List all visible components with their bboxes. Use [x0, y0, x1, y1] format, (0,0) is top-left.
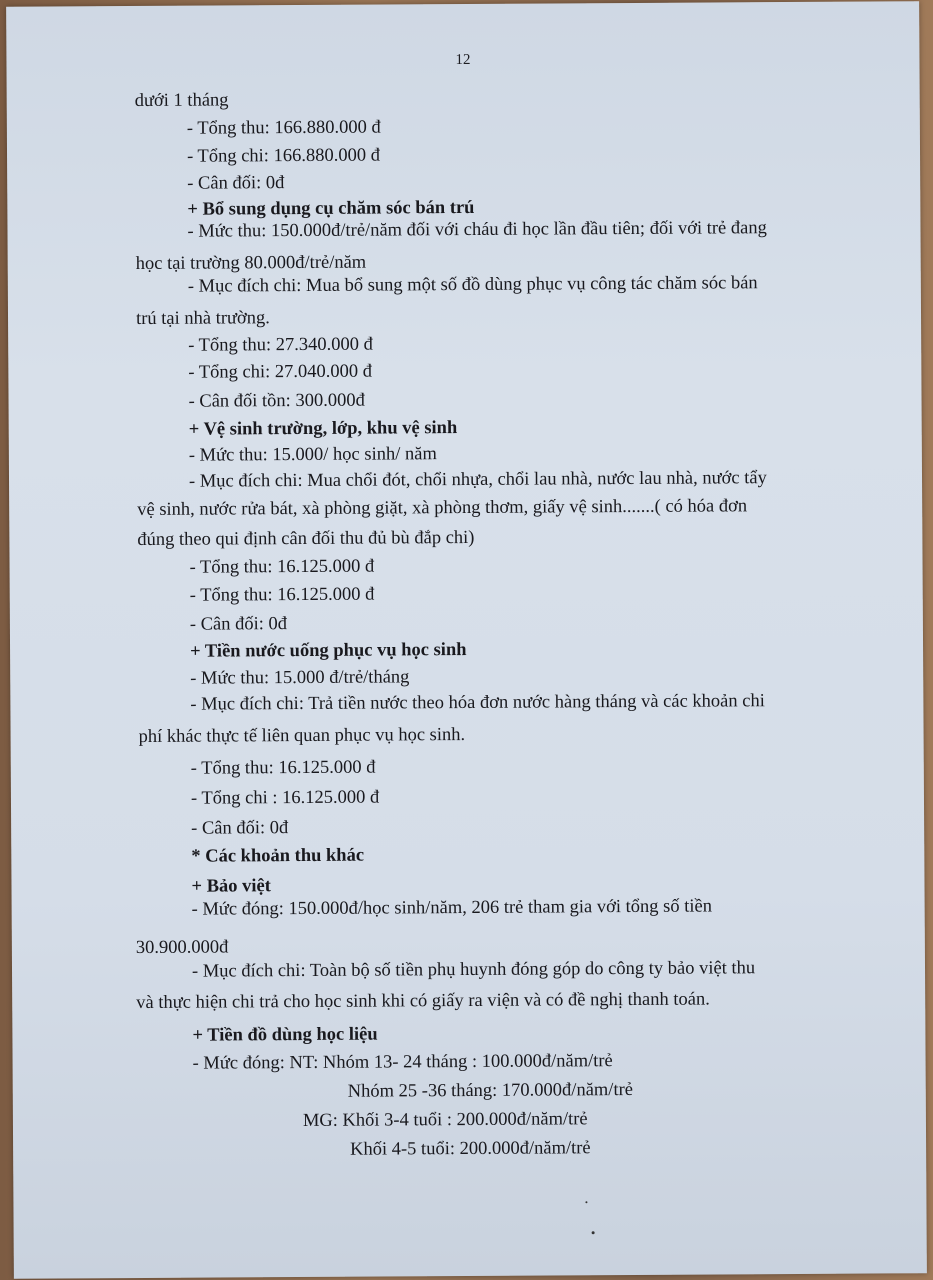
- text-line: trú tại nhà trường.: [135, 308, 270, 330]
- text-line: và thực hiện chi trả cho học sinh khi có giấy ra viện và có đề nghị thanh toán.: [136, 989, 710, 1014]
- text-line: - Mức đóng: NT: Nhóm 13- 24 tháng : 100.000đ/năm/trẻ: [192, 1051, 613, 1074]
- text-line: - Mục đích chi: Trả tiền nước theo hóa đơn nước hàng tháng và các khoản chi: [190, 691, 765, 715]
- text-line: - Tổng thu: 16.125.000 đ: [189, 556, 375, 578]
- paper-speck: [592, 1231, 595, 1234]
- text-line: - Tổng thu: 166.880.000 đ: [186, 117, 381, 139]
- text-line: - Tổng chi: 166.880.000 đ: [186, 145, 380, 167]
- text-line: học tại trường 80.000đ/trẻ/năm: [135, 252, 367, 275]
- text-line: - Mức thu: 15.000/ học sinh/ năm: [188, 444, 437, 466]
- text-line: - Tổng thu: 27.340.000 đ: [188, 334, 373, 356]
- text-line: - Cân đối: 0đ: [189, 614, 288, 635]
- text-line: - Tổng thu: 16.125.000 đ: [190, 757, 376, 779]
- text-line: - Mức thu: 15.000 đ/trẻ/tháng: [190, 667, 410, 689]
- text-line: - Mức thu: 150.000đ/trẻ/năm đối với cháu đi học lần đầu tiên; đối với trẻ đang: [187, 218, 767, 242]
- text-line: 30.900.000đ: [135, 937, 229, 959]
- text-line: - Mục đích chi: Mua chổi đót, chổi nhựa, chổi lau nhà, nước lau nhà, nước tẩy: [188, 468, 767, 492]
- section-heading: + Vệ sinh trường, lớp, khu vệ sinh: [188, 418, 458, 440]
- text-line: phí khác thực tế liên quan phục vụ học sinh.: [138, 725, 466, 748]
- text-line: - Cân đối: 0đ: [187, 173, 285, 194]
- section-heading: + Bảo việt: [191, 876, 271, 897]
- text-line: - Tổng chi : 16.125.000 đ: [190, 787, 380, 809]
- text-line: Khối 4-5 tuổi: 200.000đ/năm/trẻ: [350, 1138, 591, 1160]
- section-heading: + Bổ sung dụng cụ chăm sóc bán trú: [187, 197, 475, 220]
- section-heading: + Tiền đồ dùng học liệu: [192, 1024, 378, 1046]
- document-page: [6, 1, 927, 1279]
- text-line: - Tổng thu: 16.125.000 đ: [189, 584, 375, 606]
- text-line: dưới 1 tháng: [134, 90, 229, 112]
- section-heading: * Các khoản thu khác: [191, 845, 365, 867]
- text-line: - Cân đối tồn: 300.000đ: [188, 390, 365, 412]
- text-line: - Tổng chi: 27.040.000 đ: [188, 361, 373, 383]
- text-line: MG: Khối 3-4 tuổi : 200.000đ/năm/trẻ: [302, 1109, 588, 1132]
- paper-speck: [585, 1201, 587, 1203]
- text-line: - Mục đích chi: Mua bổ sung một số đồ dùng phục vụ công tác chăm sóc bán: [187, 273, 758, 297]
- text-line: vệ sinh, nước rửa bát, xà phòng giặt, xà phòng thơm, giấy vệ sinh.......( có hóa đơn: [137, 496, 748, 521]
- text-line: đúng theo qui định cân đối thu đủ bù đắp chi): [137, 527, 475, 551]
- text-line: - Cân đối: 0đ: [191, 818, 289, 839]
- text-line: - Mức đóng: 150.000đ/học sinh/năm, 206 trẻ tham gia với tổng số tiền: [191, 896, 712, 920]
- document-body: [6, 1, 927, 1279]
- text-line: Nhóm 25 -36 tháng: 170.000đ/năm/trẻ: [347, 1079, 633, 1102]
- page-number: 12: [455, 51, 471, 69]
- text-line: - Mục đích chi: Toàn bộ số tiền phụ huynh đóng góp do công ty bảo việt thu: [191, 958, 756, 982]
- section-heading: + Tiền nước uống phục vụ học sinh: [190, 640, 467, 662]
